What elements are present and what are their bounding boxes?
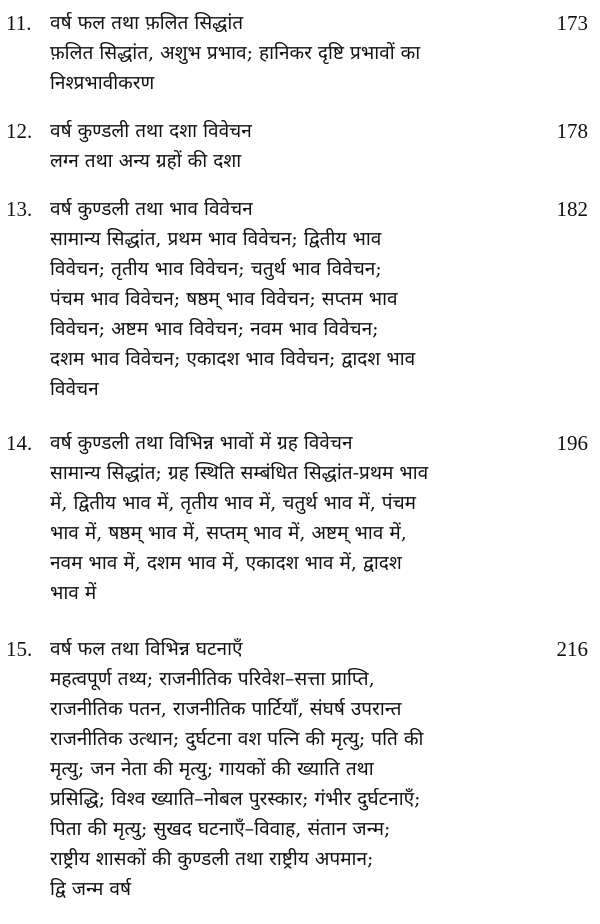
entry-description-line: पिता की मृत्यु; सुखद घटनाएँ–विवाह, संतान जन्म; <box>50 818 391 840</box>
entry-description-line: सामान्य सिद्धांत; ग्रह स्थिति सम्बंधित सिद्धांत-प्रथम भाव <box>50 462 429 484</box>
entry-description-line: दशम भाव विवेचन; एकादश भाव विवेचन; द्वादश भाव <box>50 348 416 370</box>
entry-description-line: पंचम भाव विवेचन; षष्ठम् भाव विवेचन; सप्तम भाव <box>50 288 398 310</box>
entry-description-line: द्वि जन्म वर्ष <box>50 878 131 900</box>
entry-page-number: 182 <box>556 197 588 221</box>
entry-description-line: भाव में <box>50 582 97 604</box>
entry-description-line: राष्ट्रीय शासकों की कुण्डली तथा राष्ट्रीय अपमान; <box>50 848 374 870</box>
entry-description-line: निश्प्रभावीकरण <box>50 72 155 94</box>
entry-page-number: 178 <box>556 119 588 143</box>
entry-title: वर्ष कुण्डली तथा भाव विवेचन <box>50 198 253 220</box>
entry-number: 14. <box>6 431 33 455</box>
entry-title: वर्ष कुण्डली तथा विभिन्न भावों में ग्रह विवेचन <box>50 432 353 454</box>
entry-page-number: 173 <box>556 11 588 35</box>
entry-title: वर्ष कुण्डली तथा दशा विवेचन <box>50 120 252 142</box>
entry-description-line: राजनीतिक पतन, राजनीतिक पार्टियाँ, संघर्ष उपरान्त <box>50 698 402 720</box>
entry-description-line: नवम भाव में, दशम भाव में, एकादश भाव में, द्वादश <box>50 552 402 574</box>
entry-description-line: विवेचन; अष्टम भाव विवेचन; नवम भाव विवेचन; <box>50 318 379 340</box>
entry-title: वर्ष फल तथा विभिन्न घटनाएँ <box>50 638 243 660</box>
entry-description-line: भाव में, षष्ठम् भाव में, सप्तम् भाव में, अष्टम् भाव में, <box>50 522 407 544</box>
entry-description-line: विवेचन; तृतीय भाव विवेचन; चतुर्थ भाव विवेचन; <box>50 258 382 280</box>
entry-description-line: राजनीतिक उत्थान; दुर्घटना वश पत्नि की मृत्यु; पति की <box>50 728 424 750</box>
entry-description-line: प्रसिद्धि; विश्व ख्याति–नोबल पुरस्कार; गंभीर दुर्घटनाएँ; <box>50 788 421 810</box>
entry-title: वर्ष फल तथा फ़लित सिद्धांत <box>50 12 244 34</box>
entry-description-line: लग्न तथा अन्य ग्रहों की दशा <box>50 150 242 172</box>
entry-number: 11. <box>6 11 32 35</box>
entry-number: 13. <box>6 197 33 221</box>
entry-description-line: महत्वपूर्ण तथ्य; राजनीतिक परिवेश–सत्ता प्राप्ति, <box>50 668 375 690</box>
entry-page-number: 196 <box>556 431 588 455</box>
entry-description-line: में, द्वितीय भाव में, तृतीय भाव में, चतुर्थ भाव में, पंचम <box>50 492 417 514</box>
entry-description-line: फ़लित सिद्धांत, अशुभ प्रभाव; हानिकर दृष्टि प्रभावों का <box>50 42 421 64</box>
entry-description-line: मृत्यु; जन नेता की मृत्यु; गायकों की ख्याति तथा <box>50 758 374 780</box>
entry-description-line: विवेचन <box>50 378 99 400</box>
entry-number: 15. <box>6 637 33 661</box>
entry-description-line: सामान्य सिद्धांत, प्रथम भाव विवेचन; द्वितीय भाव <box>50 228 382 250</box>
entry-page-number: 216 <box>556 637 588 661</box>
entry-number: 12. <box>6 119 33 143</box>
